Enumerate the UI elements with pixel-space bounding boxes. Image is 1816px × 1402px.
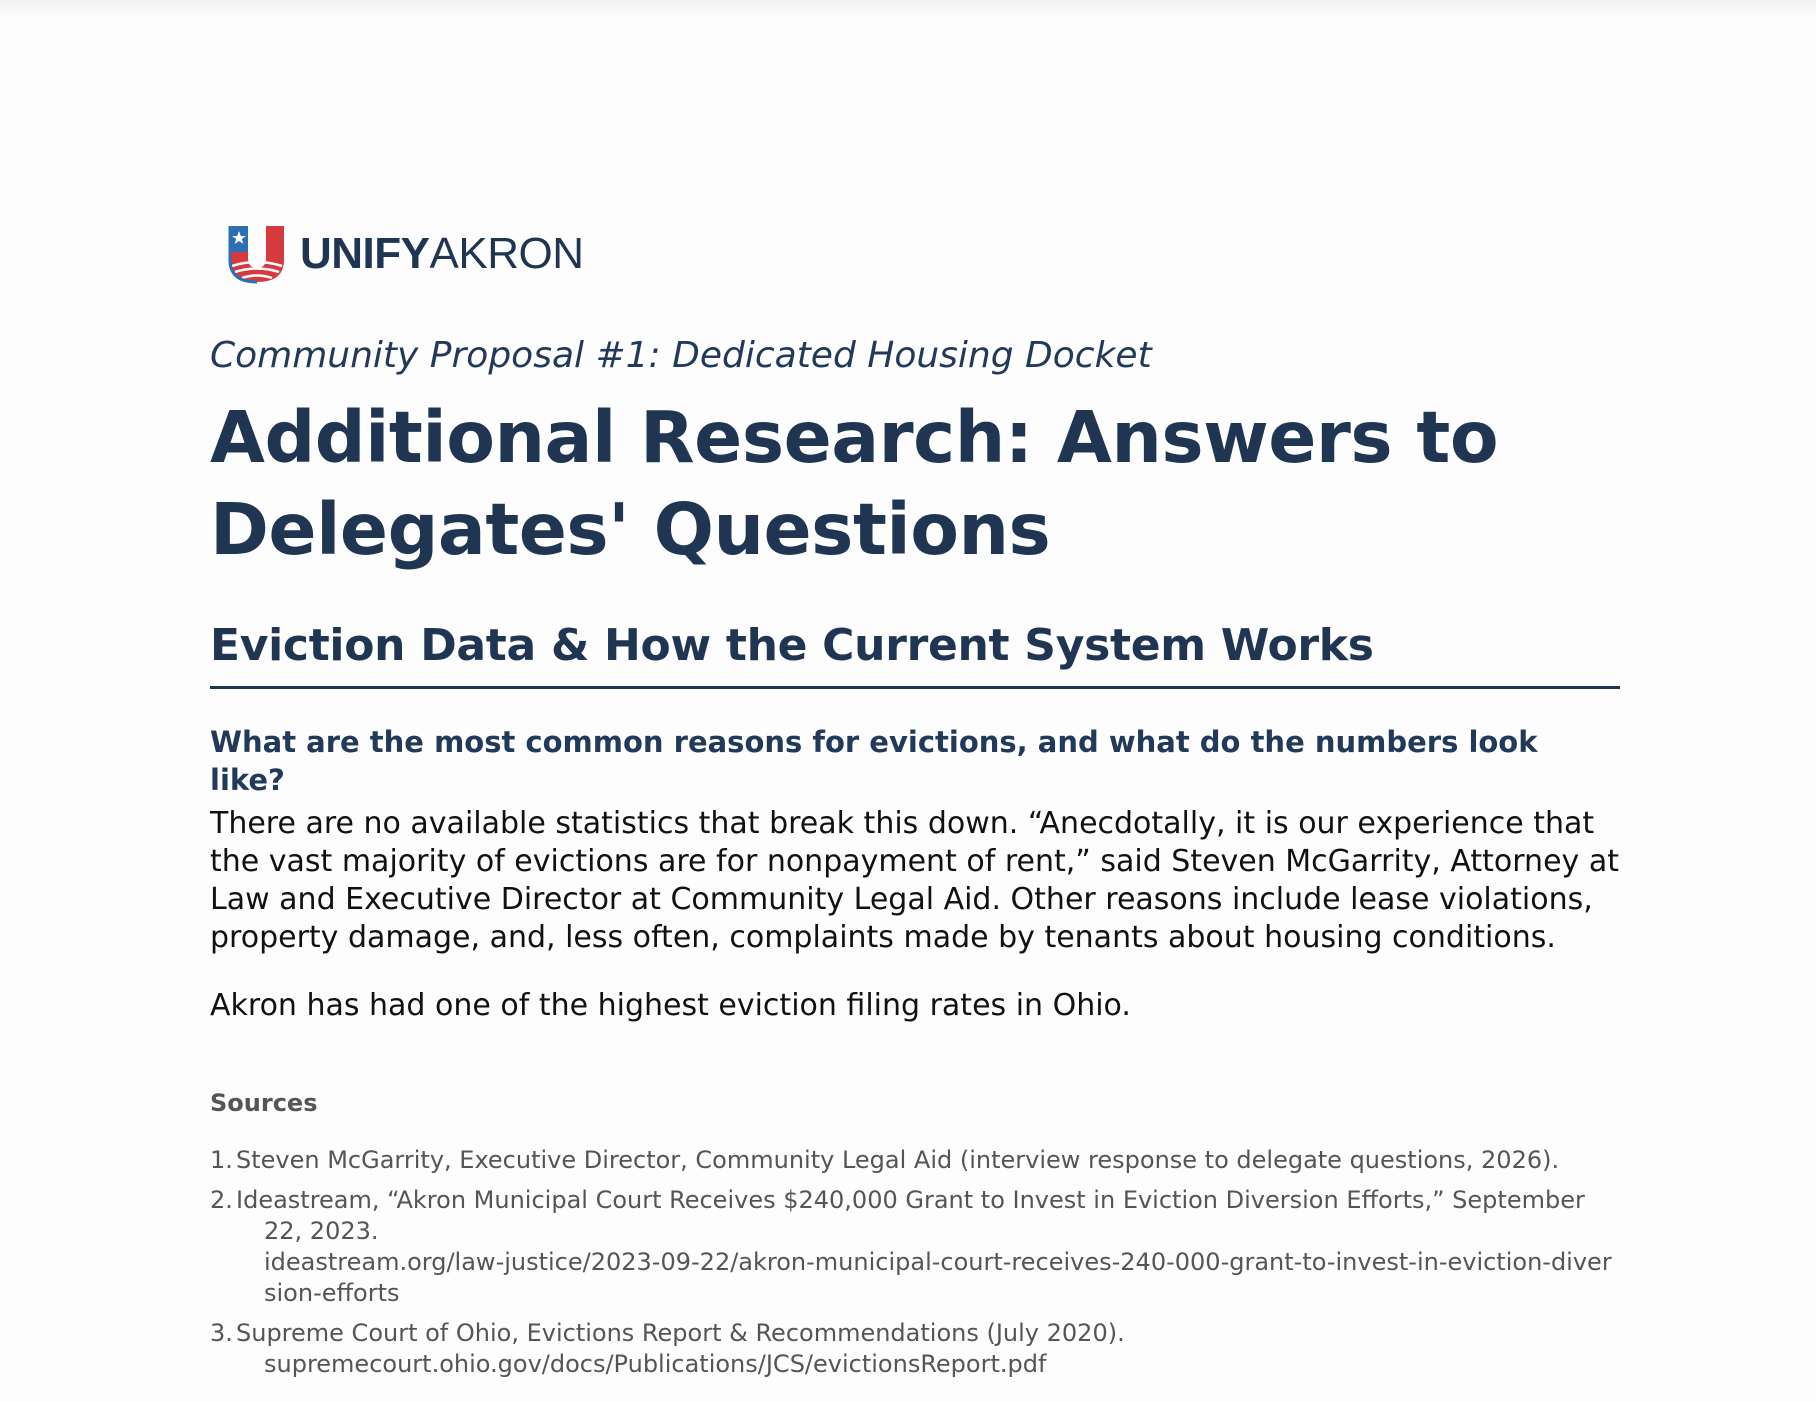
logo-wordmark-akron: AKRON bbox=[429, 229, 584, 278]
unify-akron-logo bbox=[226, 222, 583, 286]
unify-shield-icon bbox=[226, 222, 288, 286]
source-citation: Steven McGarrity, Executive Director, Community Legal Aid (interview response to delegate questions, 2026). bbox=[236, 1146, 1560, 1174]
section-heading: Eviction Data & How the Current System Works bbox=[210, 618, 1620, 689]
logo-wordmark bbox=[300, 229, 584, 278]
source-link[interactable]: supremecourt.ohio.gov/docs/Publications/JCS/evictionsReport.pdf bbox=[264, 1350, 1047, 1378]
main-content bbox=[210, 330, 1620, 1389]
source-item bbox=[210, 1145, 1620, 1176]
sources-list bbox=[210, 1145, 1620, 1380]
answer-paragraph: Akron has had one of the highest eviction filing rates in Ohio. bbox=[210, 988, 1131, 1023]
source-item bbox=[210, 1318, 1620, 1380]
logo-wordmark-unify: UNIFY bbox=[300, 229, 430, 278]
source-number: 1. bbox=[210, 1146, 233, 1174]
source-citation: Ideastream, “Akron Municipal Court Receives $240,000 Grant to Invest in Eviction Diversion Efforts,” September 22, 2023. bbox=[236, 1186, 1585, 1245]
proposal-kicker: Community Proposal #1: Dedicated Housing Docket bbox=[210, 335, 1152, 376]
source-link[interactable]: ideastream.org/law-justice/2023-09-22/akron-municipal-court-receives-240-000-grant-to-invest-in-eviction-diversion-efforts bbox=[264, 1248, 1612, 1307]
question-heading: What are the most common reasons for evictions, and what do the numbers look like? bbox=[210, 725, 1538, 797]
answer-paragraph: There are no available statistics that break this down. “Anecdotally, it is our experience that the vast majority of evictions are for nonpayment of rent,” said Steven McGarrity, Attorney at Law and Executive Director at Community Legal Aid. Other reasons include lease violations, property damage, and, less often, complaints made by tenants about housing conditions. bbox=[210, 806, 1619, 955]
page-top-edge bbox=[0, 0, 1816, 18]
source-number: 2. bbox=[210, 1186, 233, 1214]
sources-label: Sources bbox=[210, 1089, 318, 1117]
page-title: Additional Research: Answers to Delegates' Questions bbox=[210, 396, 1499, 571]
source-number: 3. bbox=[210, 1319, 233, 1347]
source-item bbox=[210, 1185, 1620, 1309]
source-citation: Supreme Court of Ohio, Evictions Report & Recommendations (July 2020). bbox=[236, 1319, 1125, 1347]
